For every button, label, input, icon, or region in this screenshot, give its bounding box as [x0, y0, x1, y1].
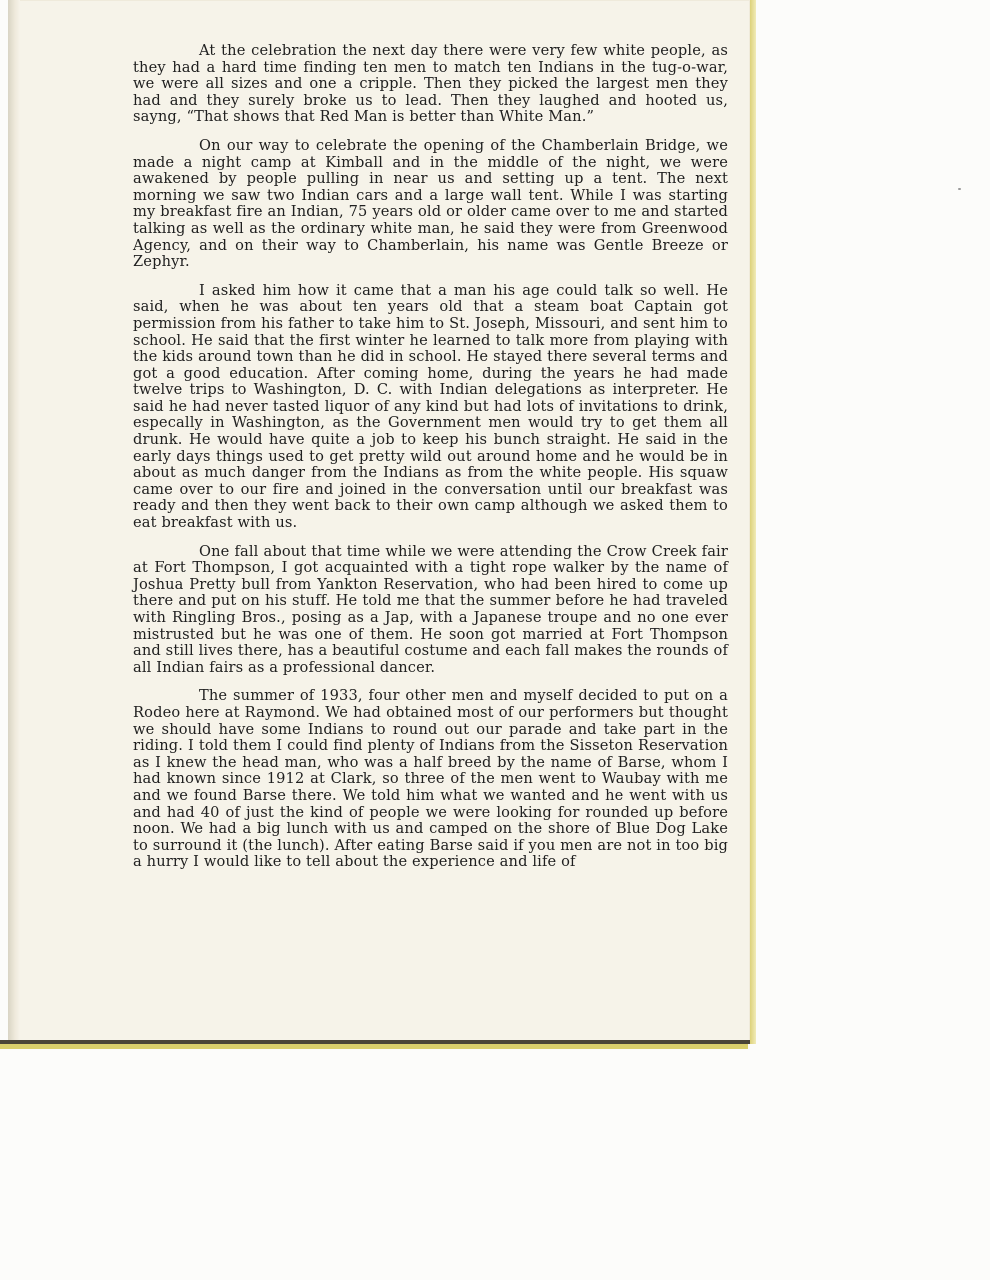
paragraph-tight-rope-walker: One fall about that time while we were attending the Crow Creek fair at Fort Thompson, I got acquainted with a tight rope walker by the name of Joshua Pretty bull from Yankton Reservation, who had been hired to come up there and put on his stuff. He told me that the summer before he had traveled with Ringling Bros., posing as a Jap, with a Japanese troupe and no one ever mistrusted but he was one of them. He soon got married at Fort Thompson and still lives there, has a beautiful costume and each fall makes the rounds of all Indian fairs as a professional dancer.: [133, 542, 728, 676]
paragraph-tug-o-war: At the celebration the next day there were very few white people, as they had a hard time finding ten men to match ten Indians in the tug-o-war, we were all sizes and one a cripple. Then they picked the largest men they had and they surely broke us to lead. Then they laughed and hooted us, sayng, “That shows that Red Man is better than White Man.”: [133, 42, 728, 126]
page-bottom-yellow-edge: [0, 1044, 748, 1049]
page-right-edge: [750, 0, 756, 1044]
paragraph-rodeo-1933: The summer of 1933, four other men and myself decided to put on a Rodeo here at Raymond. We had obtained most of our performers but thought we should have some Indians to round out our parade and take part in the riding. I told them I could find plenty of Indians from the Sisseton Reservation as I knew the head man, who was a half breed by the name of Barse, whom I had known since 1912 at Clark, so three of the men went to Waubay with me and we found Barse there. We told him what we wanted and he went with us and had 40 of just the kind of people we were looking for rounded up before noon. We had a big lunch with us and camped on the shore of Blue Dog Lake to surround it (the lunch). After eating Barse said if you men are not in too big a hurry I would like to tell about the experience and life of: [133, 687, 728, 871]
scan-speck: [958, 188, 961, 190]
paragraph-chamberlain-bridge: On our way to celebrate the opening of the Chamberlain Bridge, we made a night camp at Kimball and in the middle of the night, we were awakened by people pulling in near us and setting up a tent. The next morning we saw two Indian cars and a large wall tent. While I was starting my breakfast fire an Indian, 75 years old or older came over to me and started talking as well as the ordinary white man, he said they were from Greenwood Agency, and on their way to Chamberlain, his name was Gentle Breeze or Zephyr.: [133, 136, 728, 271]
paragraph-gentle-breeze: I asked him how it came that a man his age could talk so well. He said, when he was about ten years old that a steam boat Captain got permission from his father to take him to St. Joseph, Missouri, and sent him to school. He said that the first winter he learned to talk more from playing with the kids around town than he did in school. He stayed there several terms and got a good education. After coming home, during the years he had made twelve trips to Washington, D. C. with Indian delegations as interpreter. He said he had never tasted liquor of any kind but had lots of invitations to drink, especally in Washington, as the Government men would try to get them all drunk. He would have quite a job to keep his bunch straight. He said in the early days things used to get pretty wild out around home and he would be in about as much danger from the Indians as from the white people. His squaw came over to our fire and joined in the conversation until our breakfast was ready and then they went back to their own camp although we asked them to eat breakfast with us.: [133, 281, 728, 532]
book-page: [8, 0, 750, 1044]
page-gutter-shadow: [8, 0, 20, 1044]
page-text: [133, 43, 728, 883]
